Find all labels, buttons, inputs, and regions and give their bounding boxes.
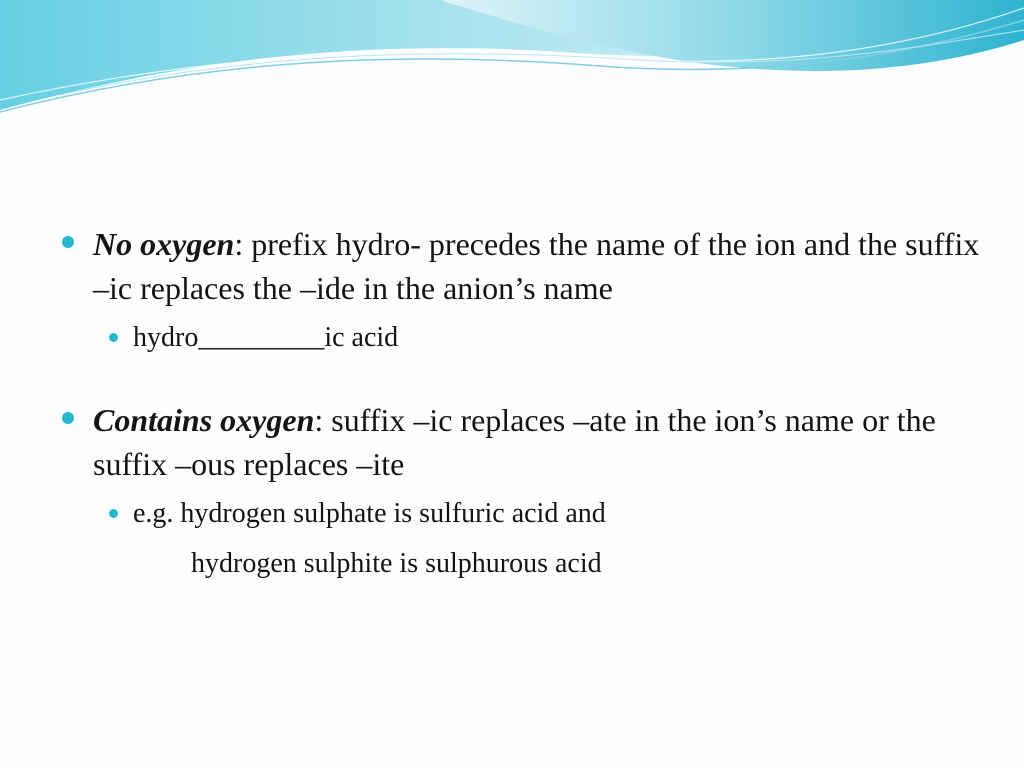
point-text: : suffix –ic replaces –ate in the ion’s name or the suffix –ous replaces –ite [93,402,936,482]
sub-bullet-dot-icon [109,333,118,342]
bullet-point-contains-oxygen [60,398,990,486]
bullet-dot-icon [62,236,74,248]
slide-content [60,222,990,584]
bullet-point-no-oxygen [60,222,990,310]
bullet-dot-icon [62,412,74,424]
wave-header-decoration [0,0,1024,130]
point-text: : prefix hydro- precedes the name of the ion and the suffix –ic replaces the –ide in the anion’s name [93,226,980,306]
sub-bullet-dot-icon [109,509,118,518]
sub-point-text: hydro_________ic acid [133,322,399,353]
sub-bullet-hydro-acid [60,318,990,358]
term-no-oxygen: No oxygen [93,226,235,262]
sub-bullet-example [60,494,990,534]
example-continuation: hydrogen sulphite is sulphurous acid [191,548,602,579]
sub-point-text: e.g. hydrogen sulphate is sulfuric acid and [133,498,606,529]
term-contains-oxygen: Contains oxygen [93,402,315,438]
